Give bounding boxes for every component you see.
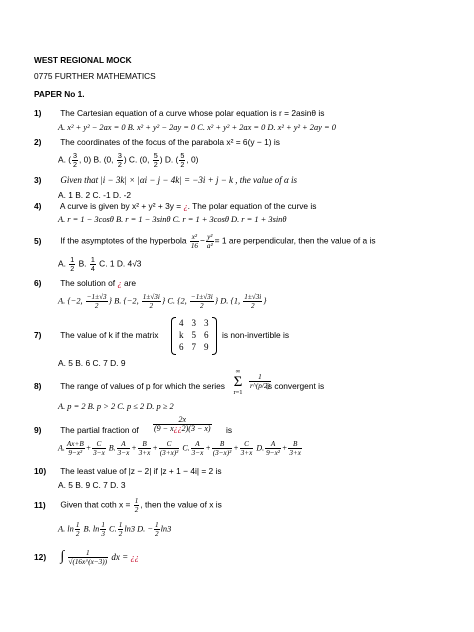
- question-text: The least value of |z − 2| if |z + 1 − 4i| = 2 is: [60, 466, 222, 476]
- question-9: [34, 425, 139, 435]
- question-9-tail: is: [226, 425, 233, 435]
- placeholder-glyph: ¿: [117, 279, 122, 288]
- question-text: The coordinates of the focus of the parabola x² = 6(y − 1) is: [60, 137, 280, 147]
- question-8-tail: is convergent is: [266, 381, 325, 391]
- question-6: 6) The solution of ¿ are: [34, 278, 137, 288]
- question-3: [34, 175, 297, 185]
- integral-sign: ∫: [60, 549, 65, 564]
- series-term: $\frac{1}{r\^{}(p/2)}$: [250, 373, 270, 390]
- question-2-options: A. ( $\frac{3}{2}$ , 0) B. (0, $\frac{3}{2}$ ) C. (0, $\frac{5}{2}$ ) D. ( $\frac{5}{2}$ , 0): [58, 151, 199, 169]
- placeholder-glyph: ¿: [183, 202, 188, 211]
- question-11: 11) Given that coth x = $\frac{1}{2}$ , then the value of x is: [34, 497, 222, 514]
- sigma-symbol: ∞ Σ r=1: [233, 368, 243, 396]
- placeholder-glyph: ¿¿: [130, 553, 139, 562]
- question-text: Given that coth x =: [60, 499, 131, 510]
- question-number: 2): [34, 137, 42, 147]
- question-number: 10): [34, 466, 47, 476]
- question-text: Given that |i − 3k| × |αi − j − 4k| = −3i + j − k , the value of α is: [60, 175, 297, 185]
- question-number: 6): [34, 278, 42, 288]
- question-5: 5) If the asymptotes of the hyperbola $\frac{\text{x²}}{16}$ − $\frac{\text{y²}}{\text{a²}}$ = 1 are perpendicular, then the value of a is: [34, 233, 376, 250]
- question-text: The range of values of p for which the series: [60, 381, 225, 391]
- question-11-options: A. ln $\frac{1}{2}$ B. ln $\frac{1}{3}$ C. $\frac{1}{2}$ ln3 D. − $\frac{1}{2}$ ln3: [58, 521, 172, 538]
- question-number: 1): [34, 108, 42, 118]
- question-5-options: A. $\frac{1}{2}$ B. $\frac{1}{4}$ C. 1 D. 4√3: [58, 255, 142, 273]
- question-7: [34, 330, 158, 340]
- question-12: 12) ∫ $\frac{1}{√(16x\^{}(x-3))}$ dx = ¿¿: [34, 549, 139, 567]
- question-10: [34, 466, 222, 476]
- question-7-tail: is non-invertible is: [222, 330, 290, 340]
- question-4-options: A. r = 1 − 3cosθ B. r = 1 − 3sinθ C. r = 1 + 3cosθ D. r = 1 + 3sinθ: [58, 215, 287, 224]
- question-8: [34, 381, 225, 391]
- question-number: 8): [34, 381, 42, 391]
- question-2: [34, 137, 280, 147]
- question-4: 4) A curve is given by x² + y² + 3y = ¿. The polar equation of the curve is: [34, 201, 317, 211]
- question-1-options: A. x² + y² − 2ax = 0 B. x² + y² − 2ay = 0 C. x² + y² + 2ax = 0 D. x² + y² + 2ay = 0: [58, 123, 336, 132]
- question-text: The value of k if the matrix: [60, 330, 159, 340]
- question-number: 4): [34, 201, 42, 211]
- question-6-options: A. {−2, $\frac{-1\pm√3}{2}$ } B. {−2, $\frac{1\pm√3i}{2}$ } C. {2, $\frac{-1\pm√3i}{2}$ } D. {1, $\frac{1\pm√3i}{2}$ }: [58, 293, 267, 310]
- paper-number: PAPER No 1.: [34, 89, 85, 99]
- question-number: 12): [34, 552, 47, 562]
- matrix: 4 3 3 k 5 6 6 7 9: [171, 317, 217, 353]
- question-number: 7): [34, 330, 42, 340]
- question-text: If the asymptotes of the hyperbola: [60, 235, 187, 246]
- question-number: 9): [34, 425, 42, 435]
- partial-fraction-expression: $\frac{2x}{(9 - x¿¿2)(3 - x)}$: [154, 415, 211, 433]
- question-number: 5): [34, 235, 42, 246]
- exam-title: WEST REGIONAL MOCK: [34, 55, 132, 65]
- question-text: The solution of: [60, 278, 118, 288]
- question-3-options: A. 1 B. 2 C. -1 D. -2: [58, 190, 132, 200]
- question-number: 3): [34, 175, 42, 185]
- question-text: The Cartesian equation of a curve whose polar equation is r = 2asinθ is: [60, 108, 325, 118]
- question-7-options: A. 5 B. 6 C. 7 D. 9: [58, 358, 126, 368]
- question-10-options: A. 5 B. 9 C. 7 D. 3: [58, 480, 126, 490]
- question-8-options: A. p = 2 B. p > 2 C. p ≤ 2 D. p ≥ 2: [58, 402, 174, 411]
- question-9-options: A. $\frac{Ax+B}{\text{9−x²}}$ + $\frac{C}{3-x}$ B. $\frac{A}{3-x}$ + $\frac{B}{3+x}$ + $\frac{C}{\text{(3+x)²}}$ C. $\frac{A}{3-x}$ + $\frac{B}{\text{(3−x)²}}$ + $\frac{C}{3+x}$ D. $\frac{A}{\text{9−x²}}$ + $\frac{B}{3+x}$: [58, 440, 301, 457]
- exam-subject: 0775 FURTHER MATHEMATICS: [34, 71, 156, 81]
- question-text: The partial fraction of: [60, 425, 139, 435]
- question-text: A curve is given by x² + y² + 3y =: [59, 201, 184, 211]
- question-number: 11): [34, 499, 46, 510]
- question-1: [34, 108, 324, 118]
